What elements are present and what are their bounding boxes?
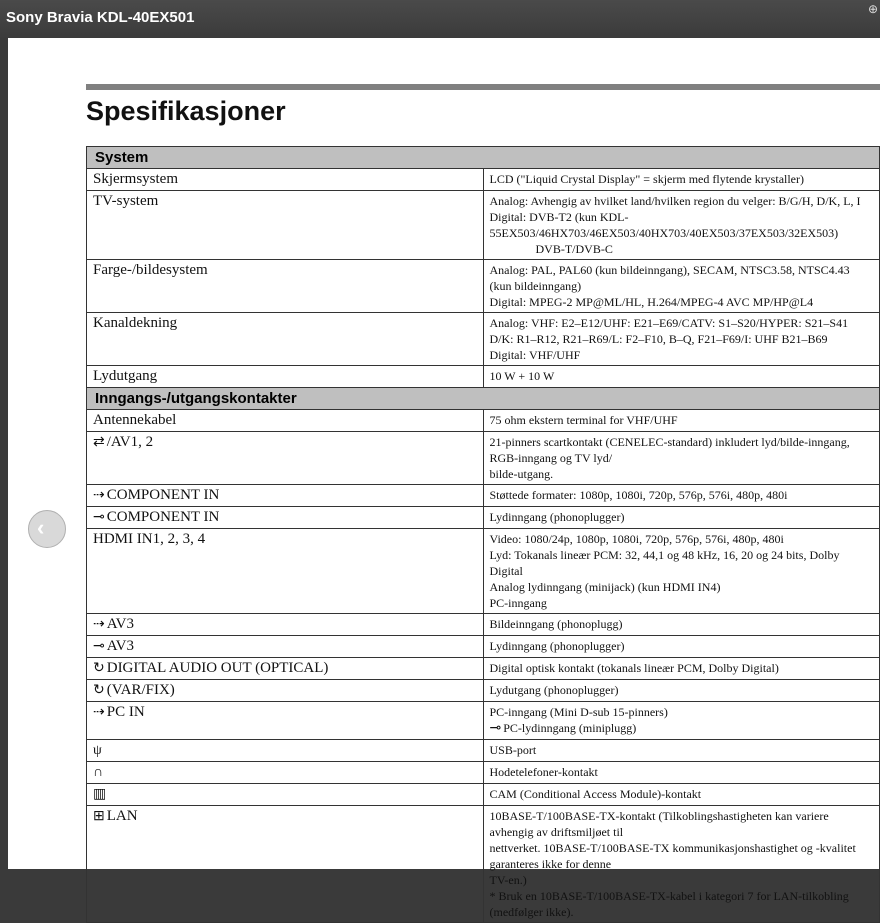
row-label: ⇄ /AV1, 2 (87, 432, 484, 485)
page-heading: Spesifikasjoner (86, 96, 286, 126)
row-value: 10 W + 10 W (483, 366, 880, 388)
previous-page-button[interactable] (28, 510, 66, 548)
spec-table (86, 146, 880, 923)
table-row (87, 658, 880, 680)
row-label: Lydutgang (87, 366, 484, 388)
audio-out-icon: ↻ (93, 683, 105, 698)
row-value: 10BASE-T/100BASE-TX-kontakt (Tilkoblingshastigheten kan variere avhengig av driftsmiljøet til nettverket. 10BASE-T/100BASE-TX kommunikasjonshastighet og -kvalitet garanteres ikke for denne TV-en.) * Bruk en 10BASE-T/100BASE-TX-kabel i kategori 7 for LAN-tilkobling (medfølger ikke). (483, 806, 880, 923)
row-value: Analog: PAL, PAL60 (kun bildeinngang), SECAM, NTSC3.58, NTSC4.43 (kun bildeinngang) Digital: MPEG-2 MP@ML/HL, H.264/MPEG-4 AVC MP/HP@L4 (483, 260, 880, 313)
pc-in-icon: ⇢ (93, 705, 105, 720)
row-label: ⇢ AV3 (87, 614, 484, 636)
cam-slot-icon: ▥ (93, 787, 107, 802)
row-label (87, 740, 484, 762)
zoom-icon[interactable]: ⊕ (867, 2, 878, 16)
row-label: ⊞ LAN (87, 806, 484, 923)
table-row (87, 169, 880, 191)
audio-in-icon: ⊸ (93, 510, 105, 525)
table-row (87, 485, 880, 507)
window-title: Sony Bravia KDL-40EX501 (6, 9, 195, 26)
table-row (87, 680, 880, 702)
row-value: Lydinngang (phonoplugger) (483, 507, 880, 529)
table-row (87, 366, 880, 388)
row-label (87, 784, 484, 806)
row-label: Skjermsystem (87, 169, 484, 191)
lan-icon: ⊞ (93, 809, 105, 824)
usb-icon: ψ (93, 743, 102, 758)
row-value: Video: 1080/24p, 1080p, 1080i, 720p, 576p, 576i, 480p, 480i Lyd: Tokanals lineær PCM: 32, 44,1 og 48 kHz, 16, 20 og 24 bits, Dolby Digital Analog lydinngang (minijack) (kun HDMI IN4) PC-inngang (483, 529, 880, 614)
table-row (87, 762, 880, 784)
row-value: Støttede formater: 1080p, 1080i, 720p, 576p, 576i, 480p, 480i (483, 485, 880, 507)
row-value: PC-inngang (Mini D-sub 15-pinners) ⊸ PC-lydinngang (miniplugg) (483, 702, 880, 740)
table-row (87, 432, 880, 485)
headphones-icon: ∩ (93, 765, 104, 780)
row-label: ↻ (VAR/FIX) (87, 680, 484, 702)
table-row (87, 260, 880, 313)
table-row (87, 191, 880, 260)
row-value: Analog: VHF: E2–E12/UHF: E21–E69/CATV: S1–S20/HYPER: S21–S41 D/K: R1–R12, R21–R69/L: F2–F10, B–Q, F21–F69/I: UHF B21–B69 Digital: VHF/UHF (483, 313, 880, 366)
audio-in-icon: ⊸ (93, 639, 105, 654)
row-label: Antennekabel (87, 410, 484, 432)
row-value: CAM (Conditional Access Module)-kontakt (483, 784, 880, 806)
row-label: ↻ DIGITAL AUDIO OUT (OPTICAL) (87, 658, 484, 680)
row-value: Bildeinngang (phonoplugg) (483, 614, 880, 636)
audio-in-icon: ⊸ (489, 721, 502, 736)
section-header: System (87, 147, 880, 169)
row-label: ⇢ COMPONENT IN (87, 485, 484, 507)
table-row (87, 806, 880, 923)
row-value: Hodetelefoner-kontakt (483, 762, 880, 784)
optical-out-icon: ↻ (93, 661, 105, 676)
row-value: 75 ohm ekstern terminal for VHF/UHF (483, 410, 880, 432)
section-header: Inngangs-/utgangskontakter (87, 388, 880, 410)
row-value: 21-pinners scartkontakt (CENELEC-standard) inkludert lyd/bilde-inngang, RGB-inngang og TV lyd/ bilde-utgang. (483, 432, 880, 485)
row-label: HDMI IN1, 2, 3, 4 (87, 529, 484, 614)
scart-icon: ⇄ (93, 435, 105, 450)
row-label: Farge-/bildesystem (87, 260, 484, 313)
heading-rule (86, 84, 880, 90)
window-titlebar (0, 0, 880, 38)
row-label: ⊸ AV3 (87, 636, 484, 658)
row-value: Analog: Avhengig av hvilket land/hvilken region du velger: B/G/H, D/K, L, I Digital: DVB-T2 (kun KDL-55EX503/46HX703/46EX503/40HX703/40EX503/37EX503/32EX503) DVB-T/DVB-C (483, 191, 880, 260)
table-row (87, 313, 880, 366)
table-row (87, 614, 880, 636)
row-value: Lydinngang (phonoplugger) (483, 636, 880, 658)
row-label (87, 762, 484, 784)
table-row (87, 636, 880, 658)
row-label: TV-system (87, 191, 484, 260)
row-value: LCD ("Liquid Crystal Display" = skjerm med flytende krystaller) (483, 169, 880, 191)
row-label: ⇢ PC IN (87, 702, 484, 740)
table-row (87, 702, 880, 740)
row-label: ⊸ COMPONENT IN (87, 507, 484, 529)
video-in-icon: ⇢ (93, 617, 105, 632)
table-row (87, 410, 880, 432)
chevron-left-icon: ‹ (37, 515, 45, 540)
table-row (87, 740, 880, 762)
table-row (87, 784, 880, 806)
row-value: USB-port (483, 740, 880, 762)
row-label: Kanaldekning (87, 313, 484, 366)
document-page (8, 38, 880, 919)
row-value: Digital optisk kontakt (tokanals lineær PCM, Dolby Digital) (483, 658, 880, 680)
table-row (87, 529, 880, 614)
component-video-icon: ⇢ (93, 488, 105, 503)
table-row (87, 507, 880, 529)
row-value: Lydutgang (phonoplugger) (483, 680, 880, 702)
